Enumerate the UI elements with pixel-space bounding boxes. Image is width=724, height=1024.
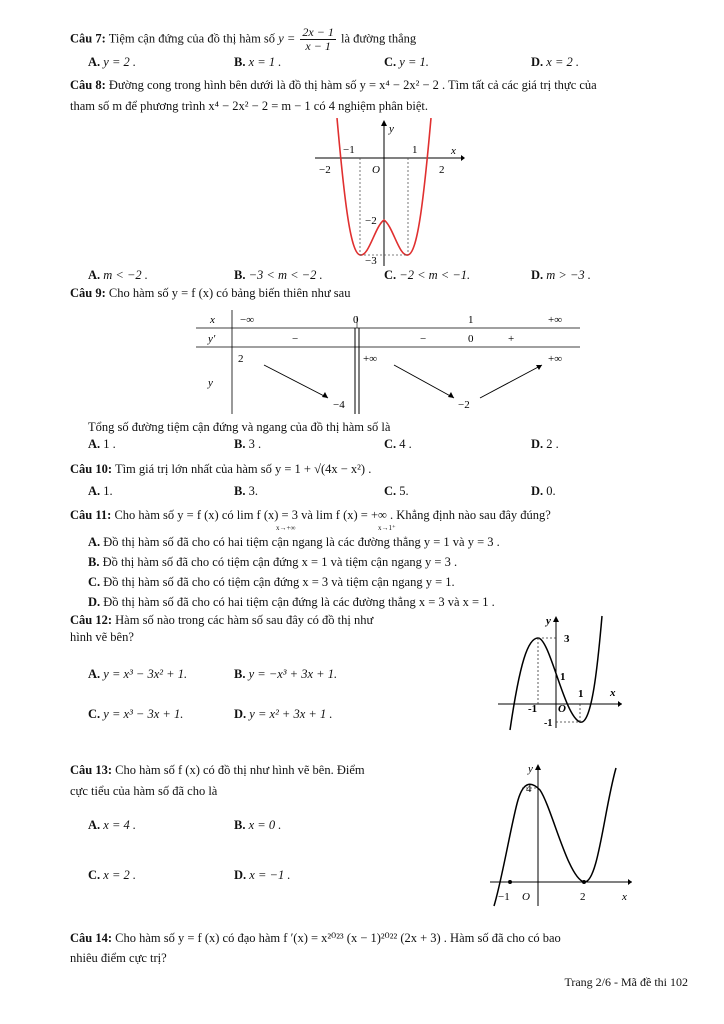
svg-text:+∞: +∞ (363, 353, 378, 365)
svg-text:−2: −2 (365, 215, 377, 227)
svg-text:−1: −1 (498, 891, 510, 903)
svg-text:1: 1 (578, 688, 584, 700)
q7-stem: Câu 7: Tiệm cận đứng của đồ thị hàm số y = $\frac{2x - 1}{x - 1}$ là đường thẳng (70, 25, 417, 53)
svg-text:+: + (508, 333, 515, 345)
q12-stem-1: Câu 12: Hàm số nào trong các hàm số sau đây có đồ thị như (70, 613, 374, 627)
svg-text:0: 0 (353, 314, 359, 326)
q9-option-c[interactable]: C. 4 . (384, 437, 412, 451)
q8-option-b[interactable]: B. −3 < m < −2 . (234, 268, 323, 282)
q11-option-b[interactable]: B. Đồ thị hàm số đã cho có tiệm cận đứng x = 1 và tiệm cận ngang y = 3 . (88, 555, 458, 569)
q13-graph (488, 760, 638, 908)
q7-fraction: $\frac{2x - 1}{x - 1}$ (302, 25, 334, 53)
svg-text:y: y (208, 377, 213, 389)
svg-text:−4: −4 (333, 399, 345, 411)
q14-stem-2: nhiêu điểm cực trị? (70, 951, 167, 965)
q9-option-b[interactable]: B. 3 . (234, 437, 262, 451)
q12-stem-2: hình vẽ bên? (70, 630, 134, 644)
svg-text:-1: -1 (544, 718, 553, 729)
svg-text:2: 2 (580, 891, 586, 903)
svg-text:x: x (451, 145, 456, 157)
svg-text:−∞: −∞ (240, 314, 255, 326)
q7-option-d[interactable]: D. x = 2 . (531, 55, 580, 69)
q8-option-d[interactable]: D. m > −3 . (531, 268, 591, 282)
q12-option-b[interactable]: B. y = −x³ + 3x + 1. (234, 667, 338, 681)
q10-stem: Câu 10: Tìm giá trị lớn nhất của hàm số y = 1 + √(4x − x²) . (70, 462, 372, 476)
q8-stem-1: Câu 8: Đường cong trong hình bên dưới là đồ thị hàm số y = x⁴ − 2x² − 2 . Tìm tất cả các giá trị thực của (70, 78, 597, 92)
page-footer: Trang 2/6 - Mã đề thi 102 (564, 975, 688, 989)
q11-limit-1-subscript: x→+∞ (276, 524, 296, 532)
q9-question: Tổng số đường tiệm cận đứng và ngang của đồ thị hàm số là (88, 420, 391, 434)
svg-text:2: 2 (238, 353, 244, 365)
q9-stem: Câu 9: Cho hàm số y = f (x) có bảng biến thiên như sau (70, 286, 351, 300)
q7-option-b[interactable]: B. x = 1 . (234, 55, 282, 69)
svg-text:1: 1 (468, 314, 474, 326)
q8-option-a[interactable]: A. m < −2 . (88, 268, 148, 282)
svg-text:x: x (210, 314, 215, 326)
svg-text:+∞: +∞ (548, 314, 563, 326)
q12-graph (494, 612, 626, 732)
q11-option-c[interactable]: C. Đồ thị hàm số đã cho có tiệm cận đứng x = 3 và tiệm cận ngang y = 1. (88, 575, 455, 589)
svg-text:y′: y′ (208, 333, 216, 345)
q14-stem-1: Câu 14: Cho hàm số y = f (x) có đạo hàm f ′(x) = x²⁰²³ (x − 1)²⁰²² (2x + 3) . Hàm số đã cho có bao (70, 931, 561, 945)
q12-option-d[interactable]: D. y = x² + 3x + 1 . (234, 707, 333, 721)
svg-text:−3: −3 (365, 255, 377, 267)
q7-option-a[interactable]: A. y = 2 . (88, 55, 137, 69)
svg-text:-1: -1 (528, 703, 538, 715)
q10-option-b[interactable]: B. 3. (234, 484, 258, 498)
svg-text:x: x (610, 687, 616, 699)
q12-option-c[interactable]: C. y = x³ − 3x + 1. (88, 707, 184, 721)
svg-text:−: − (420, 333, 427, 345)
q10-option-a[interactable]: A. 1. (88, 484, 113, 498)
q8-graph (305, 118, 465, 268)
svg-text:−2: −2 (458, 399, 470, 411)
q9-option-a[interactable]: A. 1 . (88, 437, 116, 451)
q9-option-d[interactable]: D. 2 . (531, 437, 559, 451)
q9-variation-table (196, 310, 580, 414)
q13-option-d[interactable]: D. x = −1 . (234, 868, 291, 882)
q13-option-a[interactable]: A. x = 4 . (88, 818, 137, 832)
q11-option-a[interactable]: A. Đồ thị hàm số đã cho có hai tiệm cận ngang là các đường thẳng y = 1 và y = 3 . (88, 535, 500, 549)
svg-text:−2: −2 (319, 164, 331, 176)
q13-stem-1: Câu 13: Cho hàm số f (x) có đồ thị như hình vẽ bên. Điểm (70, 763, 365, 777)
svg-text:0: 0 (468, 333, 474, 345)
svg-text:y: y (546, 615, 551, 627)
q8-stem-2: tham số m để phương trình x⁴ − 2x² − 2 = m − 1 có 4 nghiệm phân biệt. (70, 99, 428, 113)
q7-option-c[interactable]: C. y = 1. (384, 55, 429, 69)
q13-option-b[interactable]: B. x = 0 . (234, 818, 282, 832)
svg-text:−: − (292, 333, 299, 345)
svg-text:2: 2 (439, 164, 445, 176)
q13-stem-2: cực tiểu của hàm số đã cho là (70, 784, 218, 798)
q13-option-c[interactable]: C. x = 2 . (88, 868, 137, 882)
svg-text:+∞: +∞ (548, 353, 563, 365)
svg-text:O: O (372, 164, 380, 176)
svg-text:−1: −1 (343, 144, 355, 156)
svg-text:y: y (528, 763, 533, 775)
q8-option-c[interactable]: C. −2 < m < −1. (384, 268, 471, 282)
svg-text:O: O (522, 891, 530, 903)
q11-limit-2-subscript: x→1⁺ (378, 524, 396, 532)
q11-option-d[interactable]: D. Đồ thị hàm số đã cho có hai tiệm cận đứng là các đường thẳng x = 3 và x = 1 . (88, 595, 495, 609)
svg-text:4: 4 (526, 783, 532, 795)
svg-text:y: y (389, 123, 394, 135)
svg-text:x: x (622, 891, 627, 903)
svg-text:1: 1 (412, 144, 418, 156)
q10-option-d[interactable]: D. 0. (531, 484, 556, 498)
svg-text:O: O (558, 703, 566, 715)
q11-stem: Câu 11: Cho hàm số y = f (x) có lim f (x) = 3 và lim f (x) = +∞ . Khẳng định nào sau đây đúng? (70, 508, 551, 522)
svg-text:3: 3 (564, 633, 570, 645)
q10-option-c[interactable]: C. 5. (384, 484, 409, 498)
q12-option-a[interactable]: A. y = x³ − 3x² + 1. (88, 667, 188, 681)
svg-text:1: 1 (560, 671, 566, 683)
